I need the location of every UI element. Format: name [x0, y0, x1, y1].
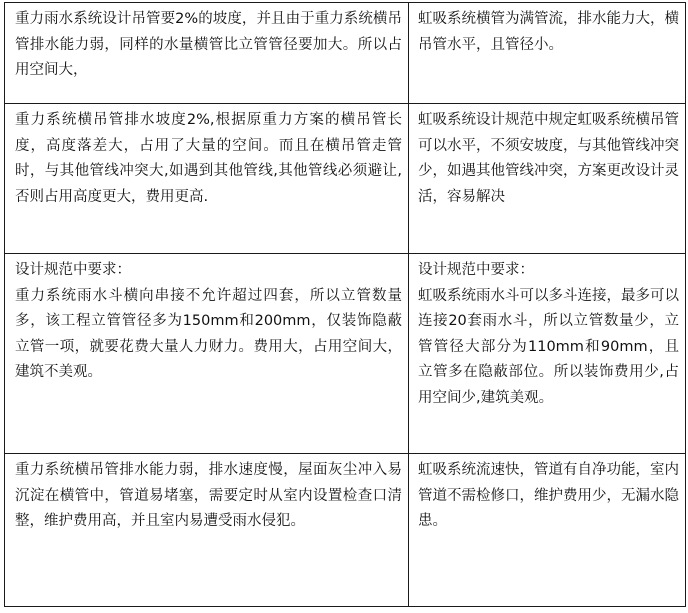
- comparison-table: [4, 2, 686, 607]
- siphon-cell: [409, 454, 686, 607]
- siphon-heading: 设计规范中要求：: [418, 262, 534, 278]
- siphon-cell: [409, 3, 686, 104]
- gravity-heading: 设计规范中要求：: [15, 262, 131, 278]
- siphon-text: 虹吸系统流速快，管道有自净功能，室内管道不需检修口，维护费用少，无漏水隐患。: [418, 462, 679, 529]
- siphon-text: 虹吸系统雨水斗可以多斗连接，最多可以连接20套雨水斗，所以立管数量少，立管管径大部分为110mm和90mm，且立管多在隐蔽部位。所以装饰费用少,占用空间少,建筑美观。: [418, 287, 679, 406]
- siphon-cell: [409, 104, 686, 254]
- table-row: [5, 254, 686, 454]
- gravity-cell: [5, 104, 409, 254]
- gravity-text: 重力系统雨水斗横向串接不允许超过四套，所以立管数量多，该工程立管管径多为150mm和200mm，仅装饰隐蔽立管一项，就要花费大量人力财力。费用大，占用空间大，建筑不美观。: [15, 287, 402, 380]
- siphon-text: 虹吸系统横管为满管流，排水能力大，横吊管水平，且管径小。: [418, 11, 679, 53]
- gravity-text: 重力系统横吊管排水坡度2%,根据原重力方案的横吊管长度，高度落差大，占用了大量的空间。而且在横吊管走管时，与其他管线冲突大,如遇到其他管线,其他管线必须避让,否则占用高度更大，费用更高.: [15, 112, 402, 205]
- siphon-text: 虹吸系统设计规范中规定虹吸系统横吊管可以水平，不须安坡度，与其他管线冲突少，如遇其他管线冲突，方案更改设计灵活，容易解决: [418, 112, 679, 205]
- gravity-text: 重力雨水系统设计吊管要2%的坡度，并且由于重力系统横吊管排水能力弱，同样的水量横管比立管管径要加大。所以占用空间大，: [15, 11, 402, 78]
- table-row: [5, 3, 686, 104]
- gravity-text: 重力系统横吊管排水能力弱，排水速度慢，屋面灰尘冲入易沉淀在横管中，管道易堵塞，需要定时从室内设置检查口清整，维护费用高，并且室内易遭受雨水侵犯。: [15, 462, 402, 529]
- siphon-cell: [409, 254, 686, 454]
- gravity-cell: [5, 3, 409, 104]
- gravity-cell: [5, 454, 409, 607]
- table-row: [5, 454, 686, 607]
- table-row: [5, 104, 686, 254]
- gravity-cell: [5, 254, 409, 454]
